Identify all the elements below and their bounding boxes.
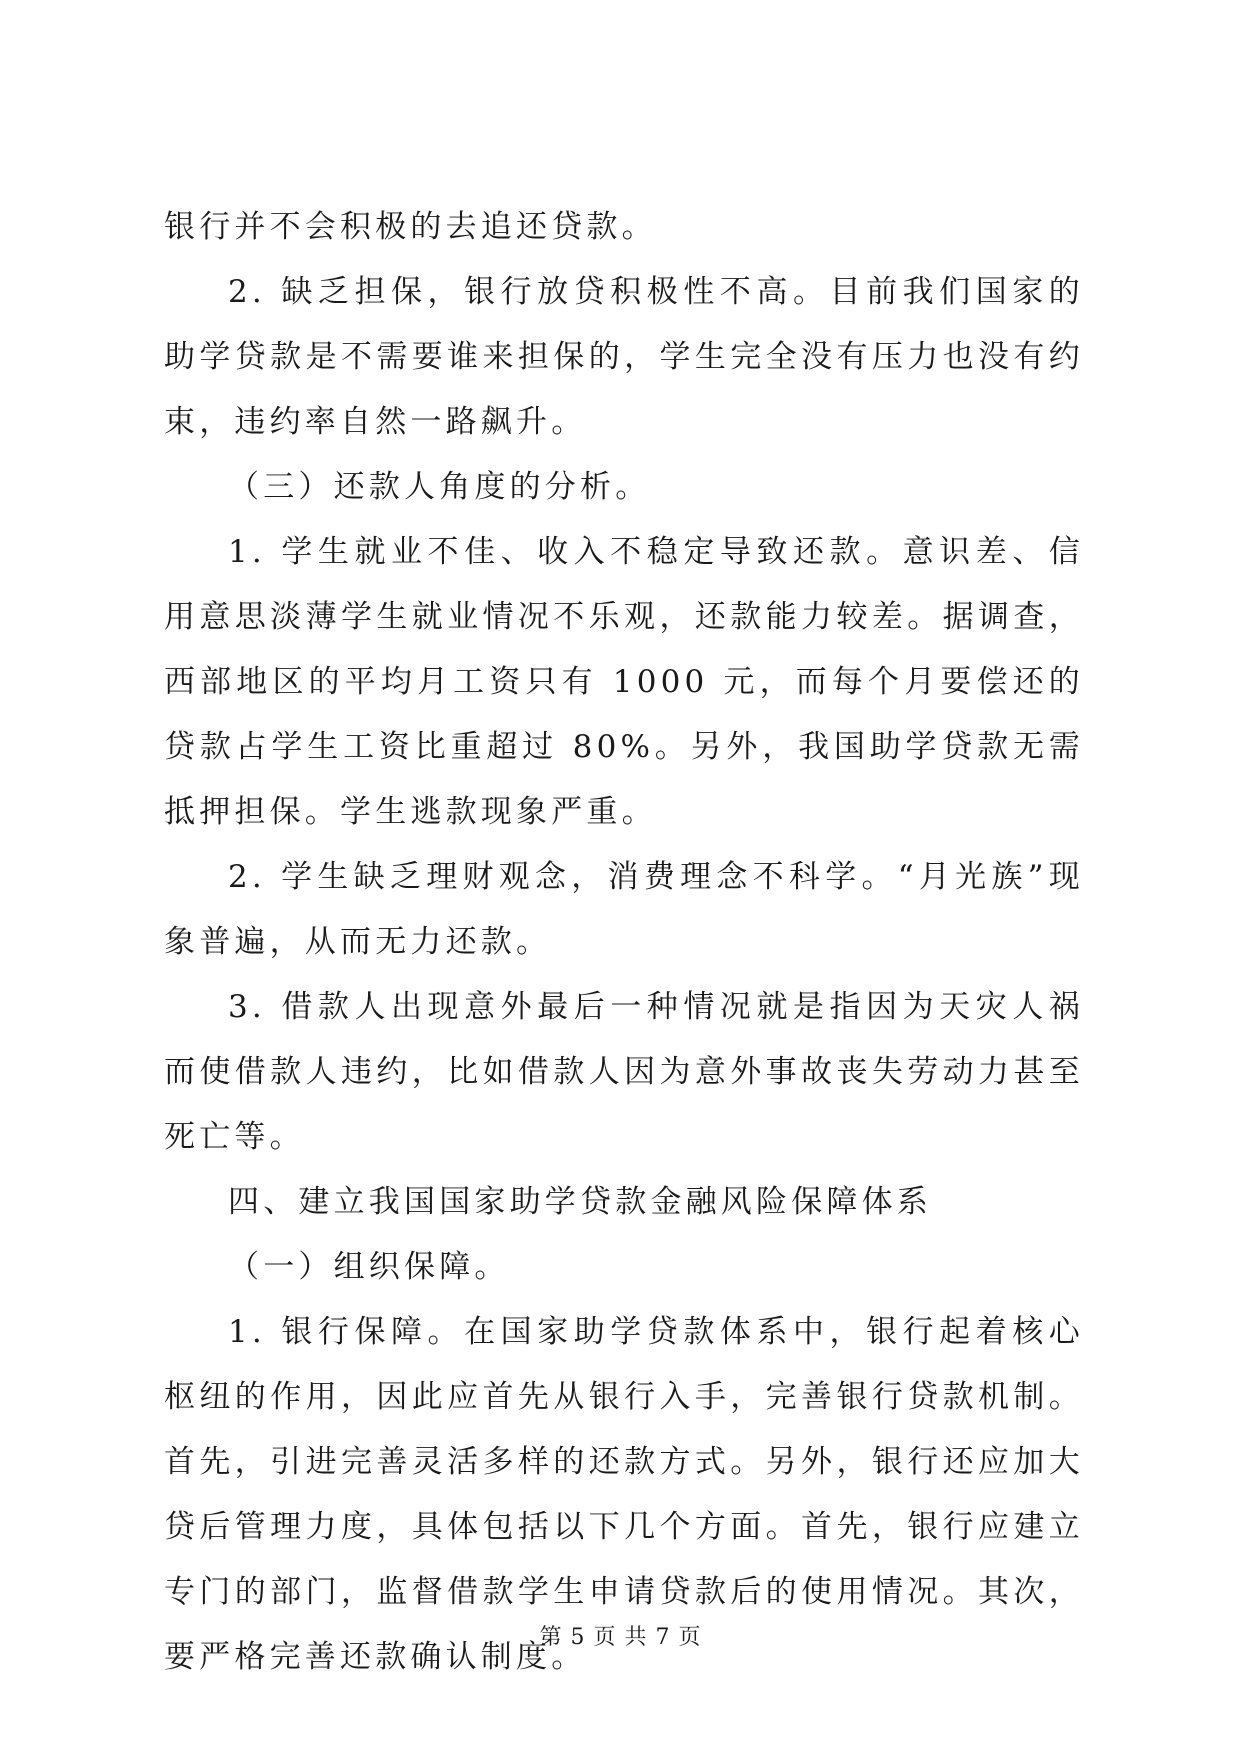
chapter-heading: 四、建立我国国家助学贷款金融风险保障体系 bbox=[228, 1184, 932, 1220]
paragraph: 银行并不会积极的去追还贷款。 bbox=[164, 209, 657, 245]
paragraph: 1. 学生就业不佳、收入不稳定导致还款。意识差、信用意思淡薄学生就业情况不乐观，还款能力较差。据调查，西部地区的平均月工资只有 1000 元，而每个月要偿还的贷款占学生工资比重超过 80%。另外，我国助学贷款无需抵押担保。学生逃款现象严重。 bbox=[164, 534, 1084, 830]
document-body bbox=[164, 195, 1084, 1690]
section-heading: （一）组织保障。 bbox=[228, 1249, 510, 1285]
section-heading: （三）还款人角度的分析。 bbox=[228, 469, 651, 505]
paragraph: 2. 学生缺乏理财观念，消费理念不科学。“月光族”现象普遍，从而无力还款。 bbox=[164, 859, 1084, 960]
paragraph: 2. 缺乏担保，银行放贷积极性不高。目前我们国家的助学贷款是不需要谁来担保的，学生完全没有压力也没有约束，违约率自然一路飙升。 bbox=[164, 274, 1084, 440]
paragraph: 1. 银行保障。在国家助学贷款体系中，银行起着核心枢纽的作用，因此应首先从银行入手，完善银行贷款机制。首先，引进完善灵活多样的还款方式。另外，银行还应加大贷后管理力度，具体包括以下几个方面。首先，银行应建立专门的部门，监督借款学生申请贷款后的使用情况。其次，要严格完善还款确认制度。 bbox=[164, 1314, 1084, 1675]
paragraph: 3. 借款人出现意外最后一种情况就是指因为天灾人祸而使借款人违约，比如借款人因为意外事故丧失劳动力甚至死亡等。 bbox=[164, 989, 1084, 1155]
page-number-footer: 第 5 页 共 7 页 bbox=[539, 1625, 702, 1650]
